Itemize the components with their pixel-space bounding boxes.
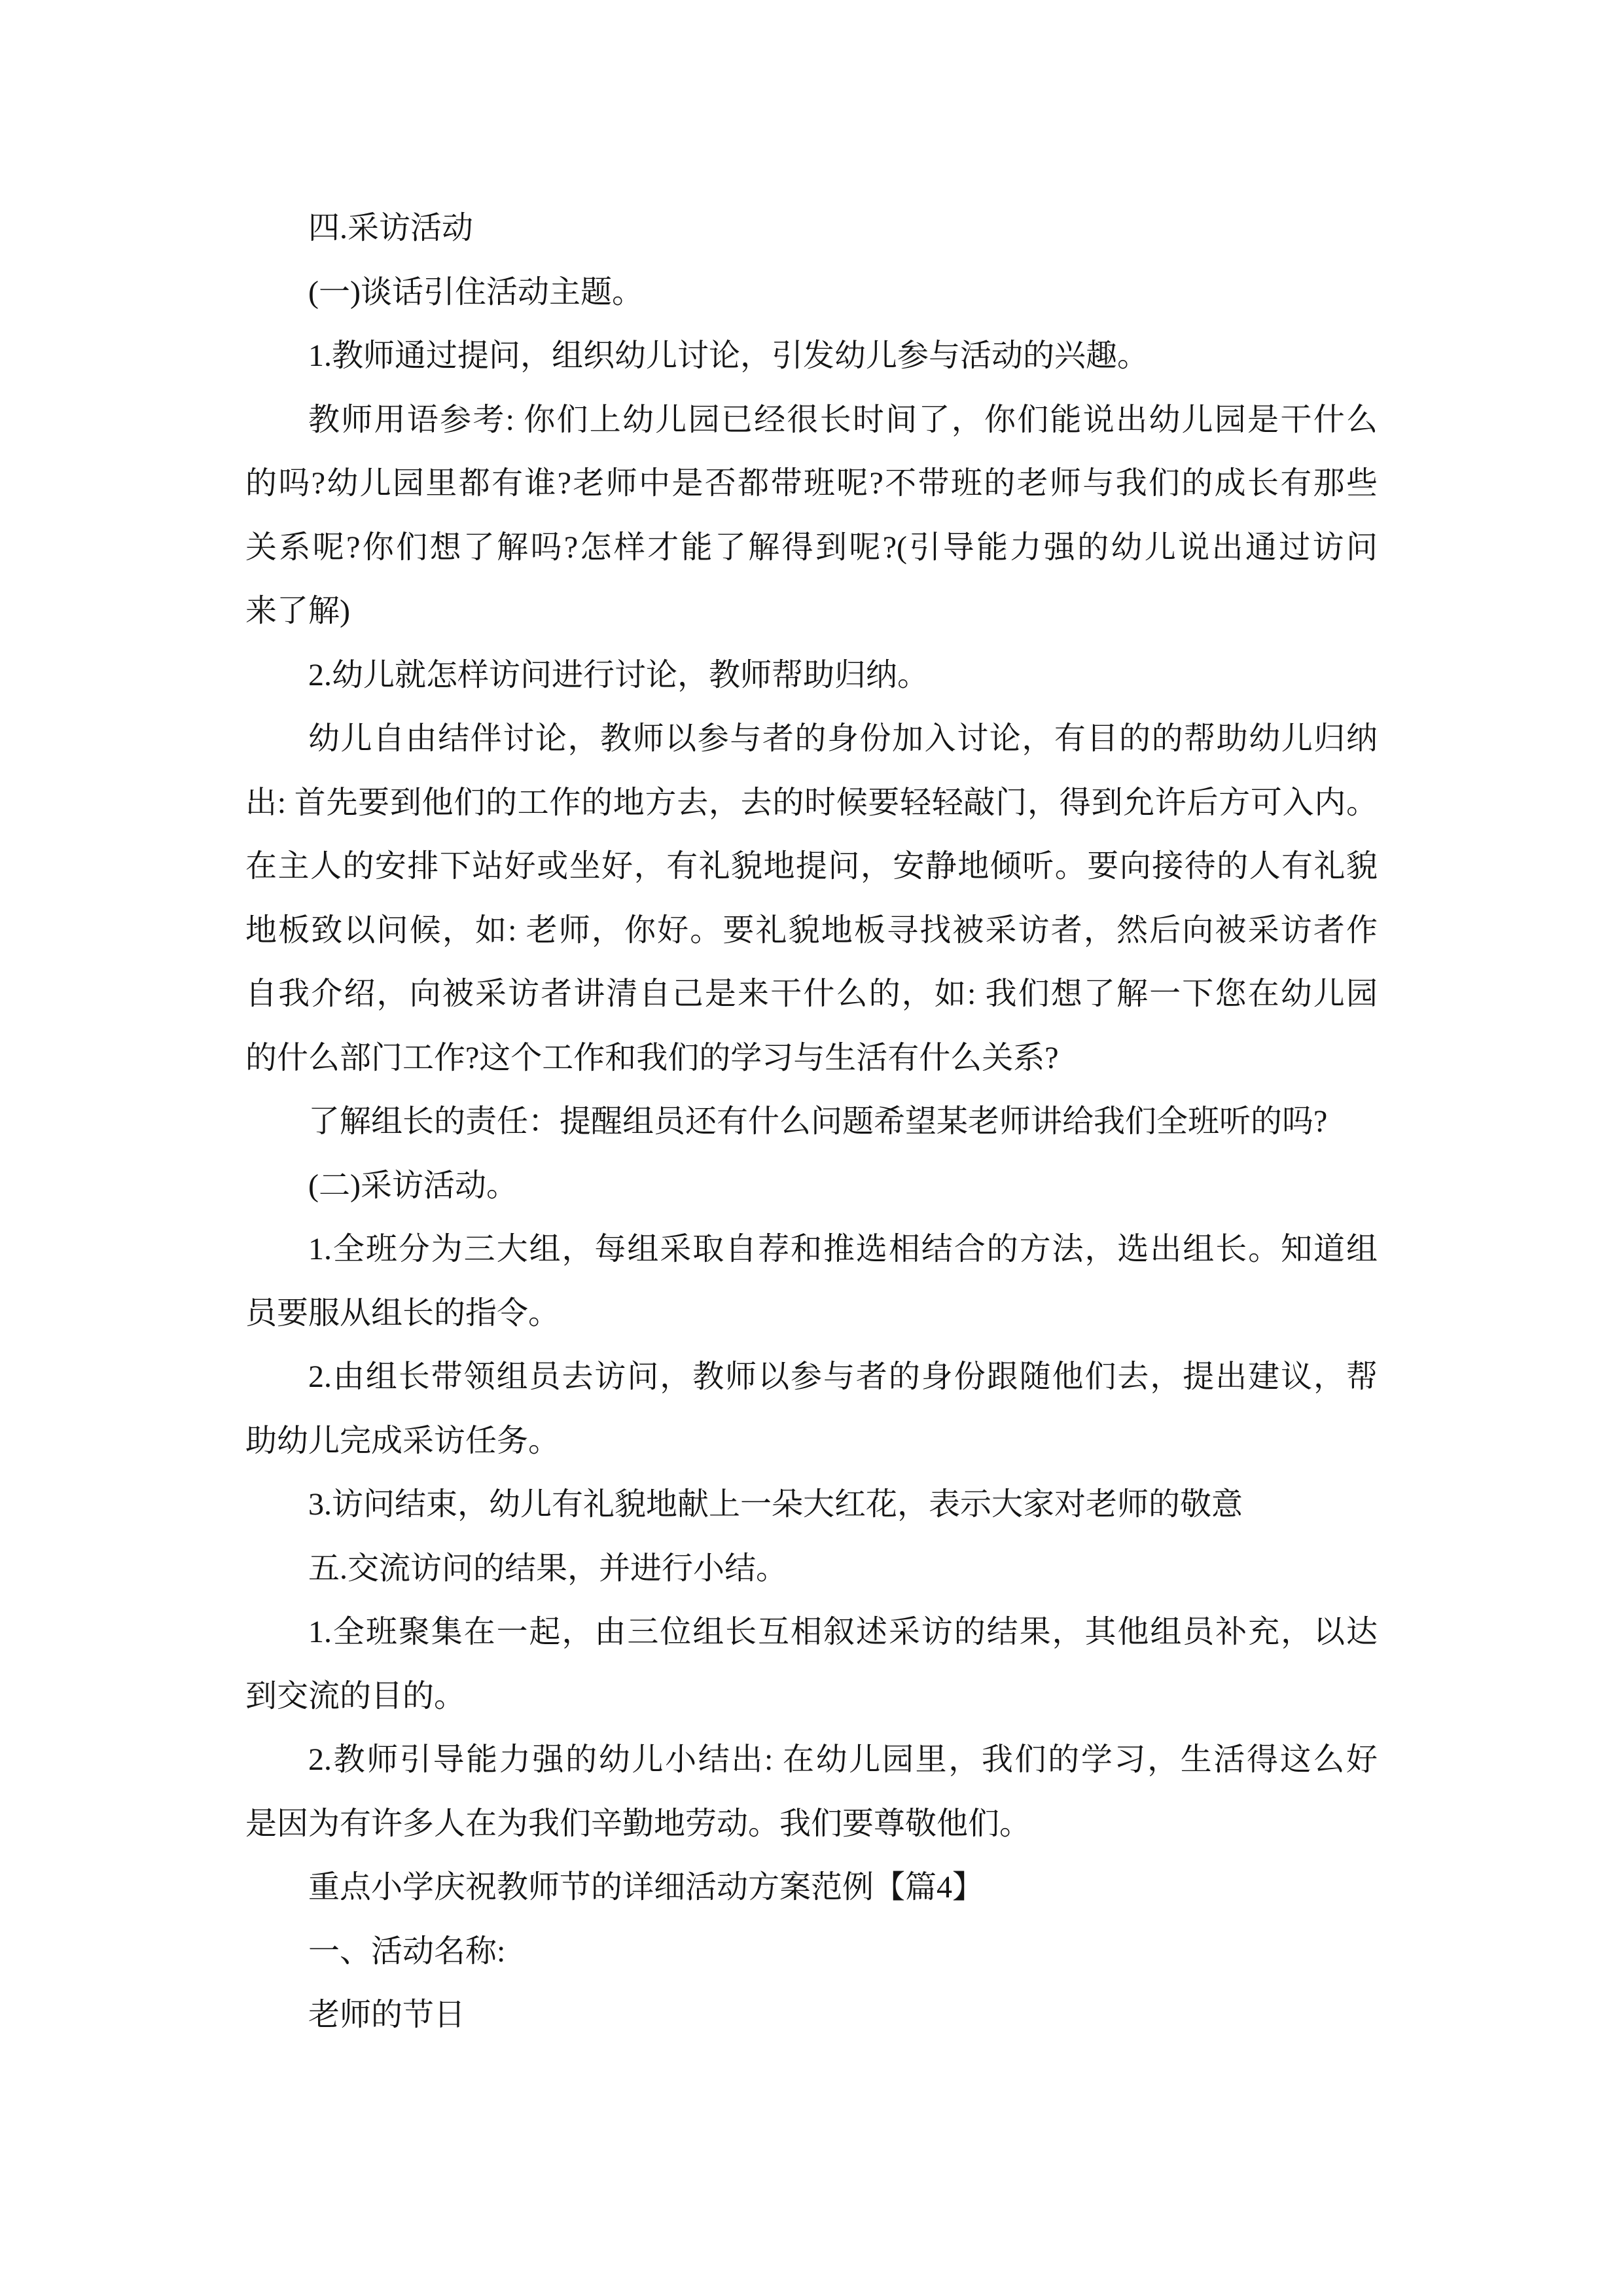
paragraph-line: 是因为有许多人在为我们辛勤地劳动。我们要尊敬他们。 (245, 1806, 1031, 1841)
paragraph-line: 了解组长的责任：提醒组员还有什么问题希望某老师讲给我们全班听的吗? (308, 1104, 1328, 1139)
paragraph-line: 一、活动名称: (308, 1933, 506, 1969)
document-body (245, 196, 1378, 2047)
paragraph-line: 3.访问结束，幼儿有礼貌地献上一朵大红花，表示大家对老师的敬意 (308, 1487, 1243, 1522)
paragraph-line: 来了解) (245, 594, 350, 628)
paragraph-line: 2.由组长带领组员去访问，教师以参与者的身份跟随他们去，提出建议，帮 (308, 1359, 1378, 1394)
paragraph-line: 关系呢?你们想了解吗?怎样才能了解得到呢?(引导能力强的幼儿说出通过访问 (245, 529, 1378, 565)
paragraph-line: 的什么部门工作?这个工作和我们的学习与生活有什么关系? (245, 1040, 1059, 1075)
paragraph-line: 老师的节日 (308, 1998, 466, 2032)
paragraph-line: 重点小学庆祝教师节的详细活动方案范例【篇4】 (308, 1870, 984, 1905)
paragraph-line: 出: 首先要到他们的工作的地方去，去的时候要轻轻敲门，得到允许后方可入内。 (245, 785, 1378, 820)
paragraph-line: (二)采访活动。 (308, 1168, 518, 1203)
paragraph-line: 幼儿自由结伴讨论，教师以参与者的身份加入讨论，有目的的帮助幼儿归纳 (308, 721, 1378, 756)
paragraph-line: 1.全班聚集在一起，由三位组长互相叙述采访的结果，其他组员补充，以达 (308, 1615, 1378, 1649)
paragraph-line: 员要服从组长的指令。 (245, 1295, 560, 1331)
paragraph-line: 自我介绍，向被采访者讲清自己是来干什么的，如: 我们想了解一下您在幼儿园 (245, 977, 1378, 1011)
paragraph-line: 助幼儿完成采访任务。 (245, 1423, 560, 1458)
paragraph-line: 四.采访活动 (308, 211, 474, 245)
paragraph-line: 到交流的目的。 (245, 1678, 466, 1713)
paragraph-line: 教师用语参考: 你们上幼儿园已经很长时间了，你们能说出幼儿园是干什么 (308, 402, 1378, 437)
paragraph-line: 1.全班分为三大组，每组采取自荐和推选相结合的方法，选出组长。知道组 (308, 1232, 1378, 1266)
paragraph-line: 在主人的安排下站好或坐好，有礼貌地提问，安静地倾听。要向接待的人有礼貌 (245, 849, 1378, 884)
paragraph-line: (一)谈话引住活动主题。 (308, 274, 643, 310)
paragraph-line: 的吗?幼儿园里都有谁?老师中是否都带班呢?不带班的老师与我们的成长有那些 (245, 466, 1378, 501)
paragraph-line: 2.教师引导能力强的幼儿小结出: 在幼儿园里，我们的学习，生活得这么好 (308, 1742, 1378, 1777)
paragraph-line: 五.交流访问的结果，并进行小结。 (308, 1551, 788, 1586)
paragraph-line: 2.幼儿就怎样访问进行讨论，教师帮助归纳。 (308, 657, 929, 692)
paragraph-line: 1.教师通过提问，组织幼儿讨论，引发幼儿参与活动的兴趣。 (308, 338, 1149, 373)
paragraph-line: 地板致以问候，如: 老师，你好。要礼貌地板寻找被采访者，然后向被采访者作 (245, 912, 1378, 948)
